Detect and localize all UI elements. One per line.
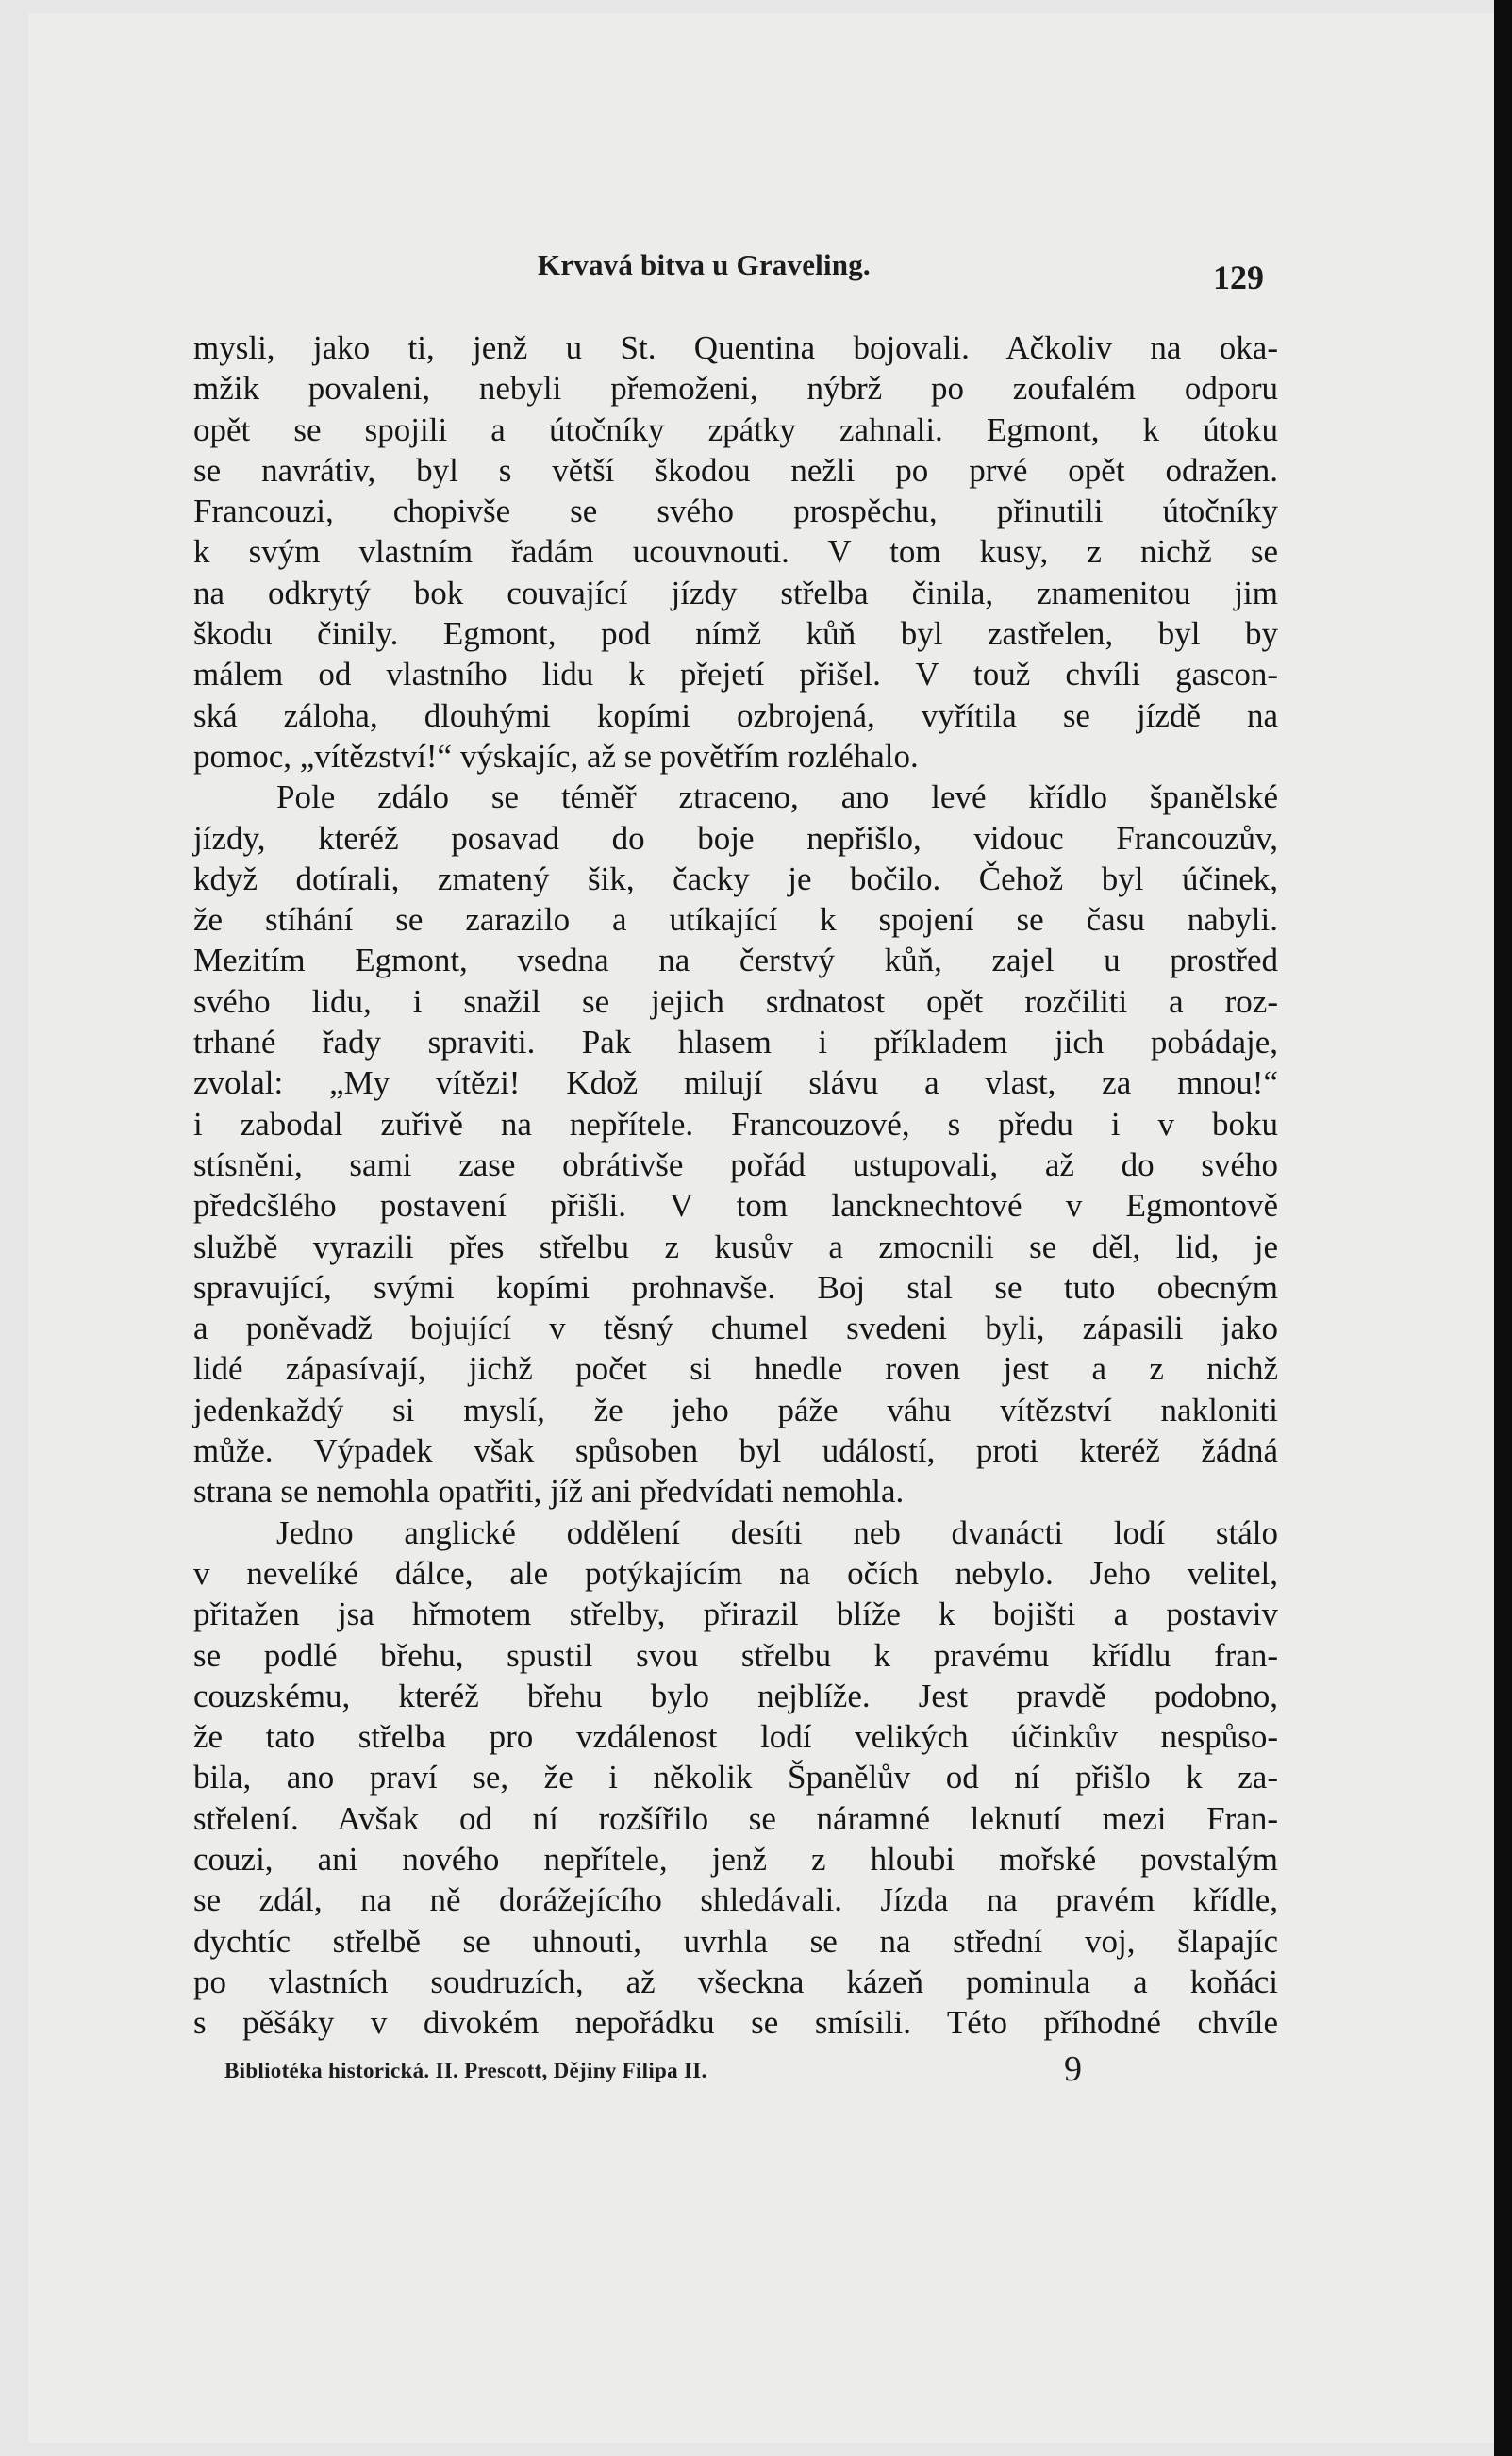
text-line: službě vyrazili přes střelbu z kusův a zmocnili se děl, lid, je bbox=[193, 1228, 1278, 1265]
text-line: svého lidu, i snažil se jejich srdnatost opět rozčiliti a roz- bbox=[193, 982, 1278, 1020]
text-line: se navrátiv, byl s větší škodou nežli po prvé opět odražen. bbox=[193, 451, 1278, 489]
body-text bbox=[193, 327, 1278, 2043]
text-line: couzskému, kteréž břehu bylo nejblíže. Jest pravdě podobno, bbox=[193, 1677, 1278, 1714]
text-line: že tato střelba pro vzdálenost lodí velikých účinkův nespůso- bbox=[193, 1718, 1278, 1756]
text-line: opět se spojili a útočníky zpátky zahnali. Egmont, k útoku bbox=[193, 410, 1278, 448]
page-edge-shadow bbox=[1494, 0, 1512, 2456]
text-line: mysli, jako ti, jenž u St. Quentina bojovali. Ačkoliv na oka- bbox=[193, 329, 1278, 366]
text-line: se podlé břehu, spustil svou střelbu k pravému křídlu fran- bbox=[193, 1636, 1278, 1674]
text-line: spravující, svými kopími prohnavše. Boj stal se tuto obecným bbox=[193, 1268, 1278, 1306]
page-number: 129 bbox=[1213, 259, 1264, 296]
text-line: k svým vlastním řadám ucouvnouti. V tom kusy, z nichž se bbox=[193, 533, 1278, 571]
text-line: může. Výpadek však spůsoben byl událostí, proti kteréž žádná bbox=[193, 1432, 1278, 1470]
text-line: Francouzi, chopivše se svého prospěchu, přinutili útočníky bbox=[193, 493, 1278, 530]
text-line: trhané řady spraviti. Pak hlasem i příkladem jich pobádaje, bbox=[193, 1024, 1278, 1061]
text-line: přitažen jsa hřmotem střelby, přirazil blíže k bojišti a postaviv bbox=[193, 1596, 1278, 1633]
paragraph-start-line: Pole zdálo se téměř ztraceno, ano levé křídlo španělské bbox=[276, 778, 1278, 816]
text-line: škodu činily. Egmont, pod nímž kůň byl zastřelen, byl by bbox=[193, 615, 1278, 653]
text-line: po vlastních soudruzích, až všeckna kázeň pominula a koňáci bbox=[193, 1963, 1278, 2000]
text-line: málem od vlastního lidu k přejetí přišel. V touž chvíli gascon- bbox=[193, 656, 1278, 693]
text-line: jízdy, kteréž posavad do boje nepřišlo, vidouc Francouzův, bbox=[193, 819, 1278, 857]
text-line: mžik povaleni, nebyli přemoženi, nýbrž po zoufalém odporu bbox=[193, 370, 1278, 408]
text-line: couzi, ani nového nepřítele, jenž z hloubi mořské povstalým bbox=[193, 1840, 1278, 1878]
signature-mark: 9 bbox=[1064, 2049, 1082, 2089]
paragraph-start-line: Jedno anglické oddělení desíti neb dvanácti lodí stálo bbox=[276, 1513, 1278, 1551]
text-line: lidé zápasívají, jichž počet si hnedle roven jest a z nichž bbox=[193, 1350, 1278, 1388]
text-line: s pěšáky v divokém nepořádku se smísili. Této příhodné chvíle bbox=[193, 2004, 1278, 2042]
running-title: Krvavá bitva u Graveling. bbox=[538, 248, 871, 281]
text-line: dychtíc střelbě se uhnouti, uvrhla se na střední voj, šlapajíc bbox=[193, 1922, 1278, 1960]
text-line: jedenkaždý si myslí, že jeho páže váhu vítězství nakloniti bbox=[193, 1391, 1278, 1428]
text-line: když dotírali, zmatený šik, čacky je bočilo. Čehož byl účinek, bbox=[193, 860, 1278, 897]
text-line: bila, ano praví se, že i několik Španělův od ní přišlo k za- bbox=[193, 1759, 1278, 1796]
footer-reference: Bibliotéka historická. II. Prescott, Dějiny Filipa II. bbox=[224, 2059, 707, 2082]
text-line: střelení. Avšak od ní rozšířilo se náramné leknutí mezi Fran- bbox=[193, 1799, 1278, 1837]
text-line: Mezitím Egmont, vsedna na čerstvý kůň, zajel u prostřed bbox=[193, 942, 1278, 979]
text-line: že stíhání se zarazilo a utíkající k spojení se času nabyli. bbox=[193, 901, 1278, 939]
text-line: strana se nemohla opatřiti, jíž ani předvídati nemohla. bbox=[193, 1473, 905, 1511]
text-line: se zdál, na ně dorážejícího shledávali. Jízda na pravém křídle, bbox=[193, 1881, 1278, 1919]
text-line: pomoc, „vítězství!“ výskajíc, až se povětřím rozléhalo. bbox=[193, 737, 919, 775]
text-line: na odkrytý bok couvající jízdy střelba činila, znamenitou jim bbox=[193, 574, 1278, 611]
text-line: zvolal: „My vítězi! Kdož milují slávu a vlast, za mnou!“ bbox=[193, 1064, 1278, 1102]
text-line: a poněvadž bojující v těsný chumel svedeni byli, zápasili jako bbox=[193, 1310, 1278, 1347]
text-line: ská záloha, dlouhými kopími ozbrojená, vyřítila se jízdě na bbox=[193, 696, 1278, 734]
text-line: v nevelíké dálce, ale potýkajícím na očích nebylo. Jeho velitel, bbox=[193, 1554, 1278, 1592]
text-line: stísněni, sami zase obrátivše pořád ustupovali, až do svého bbox=[193, 1145, 1278, 1183]
text-line: i zabodal zuřivě na nepřítele. Francouzové, s předu i v boku bbox=[193, 1105, 1278, 1143]
text-line: předcšlého postavení přišli. V tom lancknechtové v Egmontově bbox=[193, 1187, 1278, 1225]
